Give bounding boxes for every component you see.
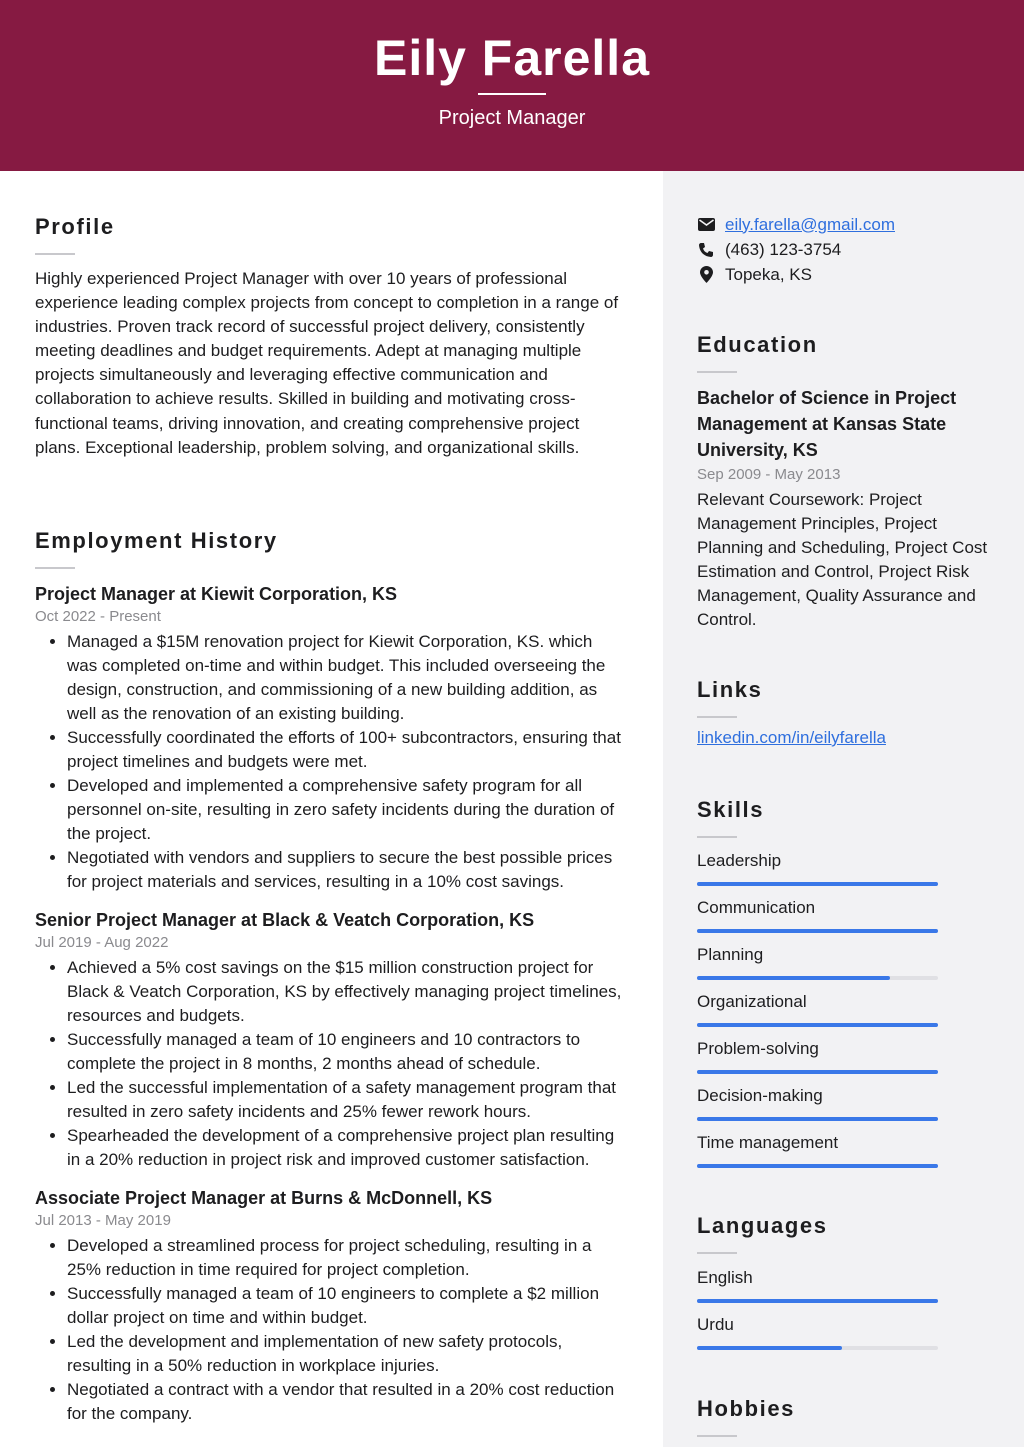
skill-label: Time management	[697, 1133, 839, 1152]
education-entry	[697, 385, 997, 633]
skill-bar-fill	[697, 1070, 938, 1074]
languages-section	[697, 1212, 828, 1254]
phone-icon	[697, 241, 715, 259]
skill-label: Problem-solving	[697, 1039, 819, 1058]
job-dates: Jul 2013 - May 2019	[35, 1212, 171, 1229]
language-label: English	[697, 1268, 753, 1287]
section-divider	[697, 1435, 737, 1437]
skill-bar-fill	[697, 882, 938, 886]
list-item: • Led the development and implementation of new safety protocols, resulting in a 50% reduction in workplace injuries.	[67, 1330, 625, 1378]
section-divider	[697, 836, 737, 838]
job-bullets	[35, 630, 625, 894]
list-item: • Developed and implemented a comprehensive safety program for all personnel on-site, resulting in zero safety incidents during the duration of the project.	[67, 774, 625, 846]
list-item: • Managed a $15M renovation project for Kiewit Corporation, KS. which was completed on-time and within budget. This included overseeing the design, construction, and commissioning of a new building addition, as well as the renovation of an existing building.	[67, 630, 625, 726]
skill-bar	[697, 1164, 938, 1168]
hobbies-heading: Hobbies	[697, 1396, 795, 1421]
list-item: • Successfully managed a team of 10 engineers and 10 contractors to complete the project in 8 months, 2 months ahead of schedule.	[67, 1028, 625, 1076]
skill-item	[697, 1036, 938, 1083]
education-details: Relevant Coursework: Project Management Principles, Project Planning and Scheduling, Project Cost Estimation and Control, Project Risk Management, Quality Assurance and Control.	[697, 490, 988, 630]
list-item: • Achieved a 5% cost savings on the $15 million construction project for Black & Veatch Corporation, KS by effectively managing project timelines, resources and budgets.	[67, 956, 625, 1028]
list-item: • Successfully coordinated the efforts of 100+ subcontractors, ensuring that project timelines and budgets were met.	[67, 726, 625, 774]
job-dates: Jul 2019 - Aug 2022	[35, 934, 169, 951]
skill-item	[697, 989, 938, 1036]
profile-section	[35, 213, 115, 255]
section-divider	[697, 371, 737, 373]
map-pin-icon	[697, 266, 715, 284]
skill-item	[697, 942, 938, 989]
job-title: Associate Project Manager at Burns & McDonnell, KS	[35, 1188, 493, 1208]
sidebar	[663, 171, 1024, 1447]
resume-header	[0, 0, 1024, 171]
section-divider	[35, 567, 75, 569]
job-entry	[35, 908, 625, 1172]
hobbies-section	[697, 1395, 795, 1437]
skill-label: Communication	[697, 898, 816, 917]
skills-list	[697, 848, 938, 1177]
contact-phone-row	[697, 237, 895, 262]
skill-bar	[697, 1023, 938, 1027]
degree-title: Bachelor of Science in Project Management at Kansas State University, KS	[697, 388, 957, 460]
email-link[interactable]: eily.farella@gmail.com	[725, 214, 895, 234]
skill-bar-fill	[697, 976, 890, 980]
language-bar-fill	[697, 1346, 842, 1350]
links-heading: Links	[697, 677, 763, 702]
language-label: Urdu	[697, 1315, 734, 1334]
section-divider	[35, 253, 75, 255]
education-heading: Education	[697, 332, 818, 357]
education-dates: Sep 2009 - May 2013	[697, 466, 841, 483]
skill-bar-fill	[697, 1023, 938, 1027]
skill-item	[697, 1130, 938, 1177]
location-text: Topeka, KS	[725, 264, 812, 284]
contact-block	[697, 212, 895, 287]
skill-bar	[697, 929, 938, 933]
skill-bar-fill	[697, 1164, 938, 1168]
job-bullets	[35, 956, 625, 1172]
links-list	[697, 728, 886, 748]
skill-bar	[697, 1117, 938, 1121]
language-bar	[697, 1346, 938, 1350]
contact-location-row	[697, 262, 895, 287]
section-divider	[697, 716, 737, 718]
profile-text: Highly experienced Project Manager with over 10 years of professional experience leading complex projects from concept to completion in a range of industries. Proven track record of successful project delivery, consistently meeting deadlines and budget requirements. Adept at managing multiple projects simultaneously and leveraging effective communication and collaboration to achieve results. Skilled in building and motivating cross-functional teams, driving innovation, and creating comprehensive project plans. Exceptional leadership, problem solving, and organizational skills.	[35, 269, 619, 457]
skill-label: Planning	[697, 945, 764, 964]
section-divider	[697, 1252, 737, 1254]
language-bar	[697, 1299, 938, 1303]
skills-section	[697, 796, 764, 838]
list-item: • Negotiated with vendors and suppliers to secure the best possible prices for project materials and services, resulting in a 10% cost savings.	[67, 846, 625, 894]
skill-bar	[697, 882, 938, 886]
skill-item	[697, 848, 938, 895]
phone-number: (463) 123-3754	[725, 239, 842, 259]
job-title: Project Manager at Kiewit Corporation, KS	[35, 584, 398, 604]
candidate-role: Project Manager	[438, 107, 586, 129]
job-bullets	[35, 1234, 625, 1426]
job-dates: Oct 2022 - Present	[35, 608, 161, 625]
resume-body	[0, 171, 1024, 1447]
employment-section	[35, 527, 278, 569]
languages-heading: Languages	[697, 1213, 828, 1238]
skill-item	[697, 1083, 938, 1130]
language-bar-fill	[697, 1299, 938, 1303]
candidate-name: Eily Farella	[373, 30, 651, 86]
skill-label: Organizational	[697, 992, 807, 1011]
skill-item	[697, 895, 938, 942]
skill-bar-fill	[697, 929, 938, 933]
skill-label: Decision-making	[697, 1086, 823, 1105]
skill-bar	[697, 1070, 938, 1074]
skill-label: Leadership	[697, 851, 782, 870]
contact-email-row	[697, 212, 895, 237]
links-section	[697, 676, 762, 718]
header-divider	[478, 93, 546, 95]
job-entry	[35, 1186, 625, 1426]
list-item: • Led the successful implementation of a safety management program that resulted in zero safety incidents and 25% fewer rework hours.	[67, 1076, 625, 1124]
skill-bar-fill	[697, 1117, 938, 1121]
job-title: Senior Project Manager at Black & Veatch Corporation, KS	[35, 910, 535, 930]
skill-bar	[697, 976, 938, 980]
linkedin-link[interactable]: linkedin.com/in/eilyfarella	[697, 728, 886, 747]
profile-heading: Profile	[35, 214, 115, 239]
skills-heading: Skills	[697, 797, 765, 822]
employment-heading: Employment History	[35, 528, 278, 553]
education-section	[697, 331, 818, 373]
list-item: • Successfully managed a team of 10 engineers to complete a $2 million dollar project on time and within budget.	[67, 1282, 625, 1330]
envelope-icon	[697, 216, 715, 234]
language-item	[697, 1265, 938, 1312]
languages-list	[697, 1265, 938, 1359]
list-item: • Developed a streamlined process for project scheduling, resulting in a 25% reduction in time required for project completion.	[67, 1234, 625, 1282]
list-item: • Negotiated a contract with a vendor that resulted in a 20% cost reduction for the company.	[67, 1378, 625, 1426]
language-item	[697, 1312, 938, 1359]
job-entry	[35, 582, 625, 894]
list-item: • Spearheaded the development of a comprehensive project plan resulting in a 20% reduction in project risk and improved customer satisfaction.	[67, 1124, 625, 1172]
